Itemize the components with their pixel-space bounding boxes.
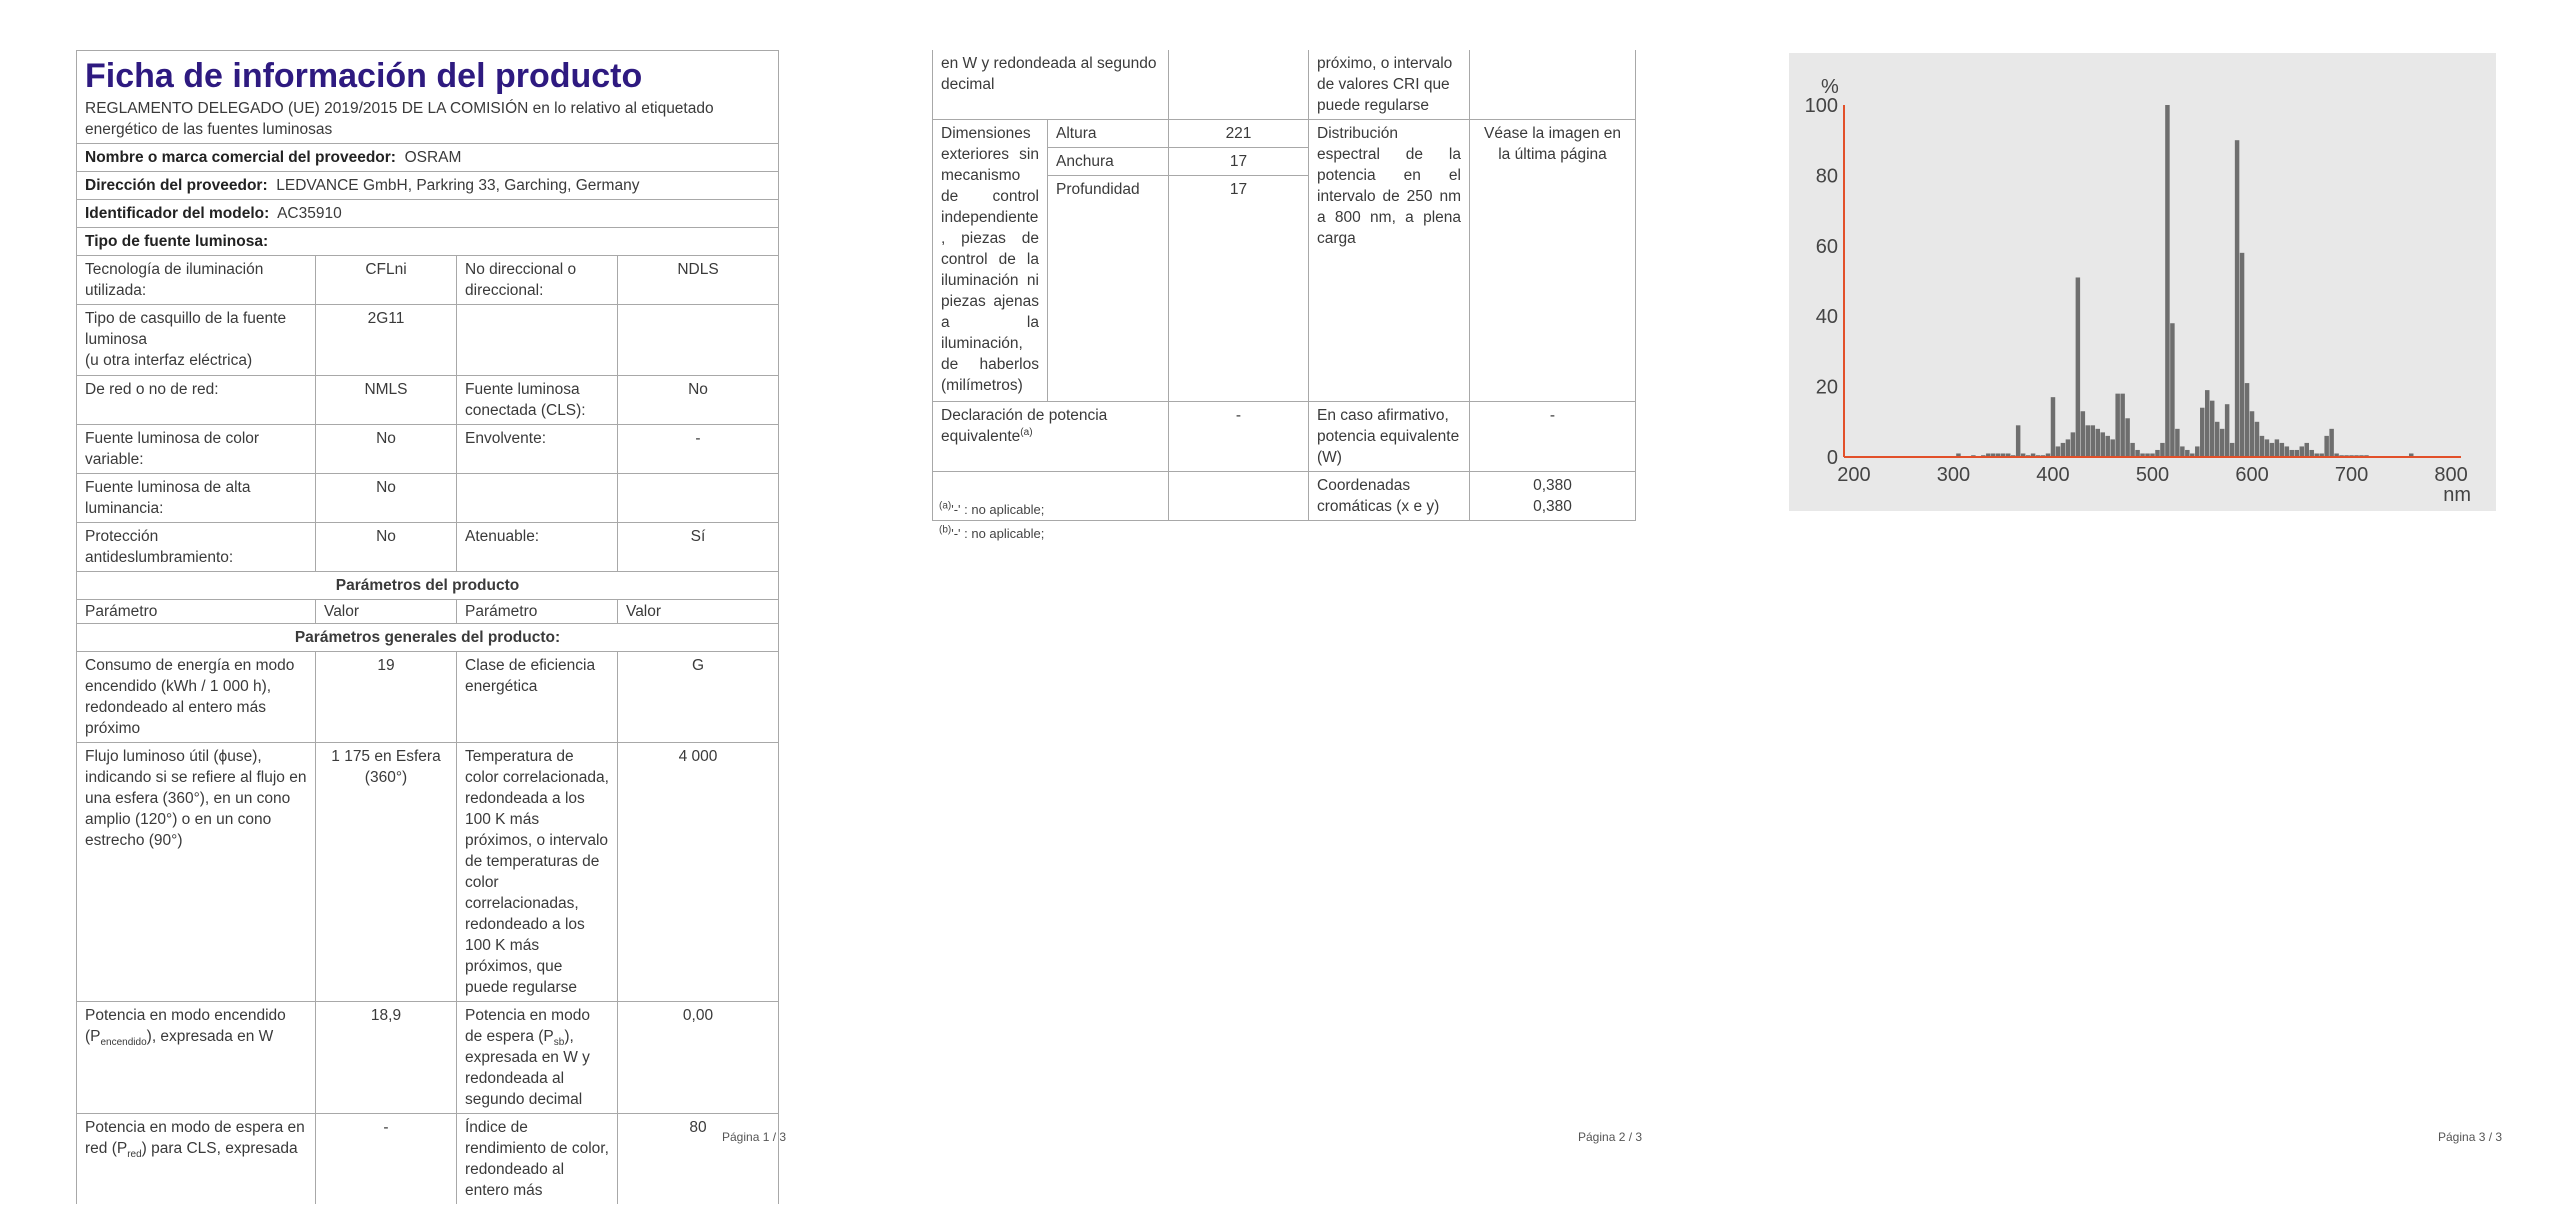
spectrum-bar (2165, 105, 2169, 457)
empty-cell (457, 305, 618, 376)
spectrum-bar (2300, 446, 2304, 457)
standby-power-label: Potencia en modo de espera $(P_{sb})$, expresada en W y redondeada al segundo decimal (457, 1002, 618, 1114)
directional-value: NDLS (618, 256, 779, 305)
spectrum-bar (2230, 443, 2234, 457)
x-axis-label: nm (2443, 484, 2471, 506)
page-2 (853, 0, 1706, 1207)
cap-label: Tipo de casquillo de la fuente luminosa (85, 310, 287, 348)
spectrum-bar (2240, 253, 2244, 457)
equivalent-power-declaration-label: Declaración de potencia equivalente$^{(a)}$ (933, 402, 1169, 472)
tech-label: Tecnología de iluminación utilizada: (77, 256, 316, 305)
address-label: Dirección del proveedor: (85, 177, 268, 194)
chromaticity-y: 0,380 (1533, 498, 1572, 515)
networked-standby-value: - (316, 1114, 457, 1205)
spectrum-bar (2076, 277, 2080, 457)
spectrum-bar (2250, 411, 2254, 457)
y-tick-label: 80 (1815, 165, 1838, 188)
cap-label-interface: (u otra interfaz eléctrica) (85, 352, 253, 369)
spectrum-bar (2160, 443, 2164, 457)
col-param-1: Parámetro (77, 600, 316, 624)
spectrum-bar (2056, 446, 2060, 457)
spectrum-bar (2290, 450, 2294, 457)
page-number-3: Página 3 / 3 (2438, 1130, 2503, 1144)
spectrum-bar (2115, 394, 2119, 457)
spectrum-bar (2071, 432, 2075, 457)
spectrum-bar (2285, 446, 2289, 457)
y-tick-label: 0 (1826, 447, 1838, 469)
spectrum-bar (2225, 404, 2229, 457)
spectrum-bar (2280, 443, 2284, 457)
empty-cell (618, 305, 779, 376)
supplier-value: OSRAM (404, 149, 462, 166)
spectrum-bar (2195, 446, 2199, 457)
spectrum-bar (2185, 450, 2189, 457)
cct-value: 4 000 (618, 743, 779, 1002)
continued-left: en W y redondeada al segundo decimal (933, 50, 1169, 120)
cap-label-cell (77, 305, 316, 376)
y-tick-label: 20 (1815, 376, 1838, 399)
spectrum-bar (2255, 422, 2259, 457)
depth-value: 17 (1169, 176, 1309, 402)
energy-label: Consumo de energía en modo encendido (kWh / 1 000 h), redondeado al entero más próximo (77, 652, 316, 743)
y-tick-label: 100 (1804, 95, 1838, 117)
empty-cell (1169, 50, 1309, 120)
type-row (77, 228, 779, 256)
product-info-table (76, 50, 779, 1204)
spectrum-bar (2324, 436, 2328, 457)
on-mode-power-label: Potencia en modo encendido $(P_{encendido})$, expresada en W (77, 1002, 316, 1114)
glare-label: Protección antideslumbramiento: (77, 523, 316, 572)
equivalent-power-label: En caso afirmativo, potencia equivalente (W) (1309, 402, 1470, 472)
efficiency-class-value: G (618, 652, 779, 743)
depth-label: Profundidad (1048, 176, 1169, 402)
dimmable-label: Atenuable: (457, 523, 618, 572)
regulation-text: REGLAMENTO DELEGADO (UE) 2019/2015 DE LA COMISIÓN en lo relativo al etiquetado energético de las fuentes luminosas (85, 100, 714, 138)
chromaticity-value (1470, 472, 1636, 521)
spectrum-bar (2101, 432, 2105, 457)
spectrum-bar (2135, 450, 2139, 457)
cri-value: 80 (618, 1114, 779, 1205)
params-header: Parámetros del producto (77, 572, 779, 600)
type-label: Tipo de fuente luminosa: (85, 233, 269, 250)
cap-value: 2G11 (316, 305, 457, 376)
supplier-row (77, 144, 779, 172)
mains-label: De red o no de red: (77, 376, 316, 425)
tunable-label: Fuente luminosa de color variable: (77, 425, 316, 474)
cls-label: Fuente luminosa conectada (CLS): (457, 376, 618, 425)
mains-value: NMLS (316, 376, 457, 425)
address-value: LEDVANCE GmbH, Parkring 33, Garching, Germany (276, 177, 640, 194)
footnote-b: $^{(b)}$'-' : no aplicable; (939, 524, 1045, 541)
spectrum-bar (2155, 450, 2159, 457)
width-value: 17 (1169, 148, 1309, 176)
directional-label: No direccional o direccional: (457, 256, 618, 305)
cct-label: Temperatura de color correlacionada, redondeada a los 100 K más próximos, o intervalo de temperaturas de color correlacionadas, redondeado a los 100 K más próximos, que puede regularse (457, 743, 618, 1002)
model-row (77, 200, 779, 228)
x-tick-label: 500 (2135, 464, 2170, 486)
dimensions-label: Dimensiones exteriores sin mecanismo de control independiente, piezas de control de la iluminación ni piezas ajenas a la iluminación, de haberlos (milímetros) (933, 120, 1048, 402)
tunable-value: No (316, 425, 457, 474)
x-tick-label: 300 (1936, 464, 1971, 486)
spectrum-bar (2110, 439, 2114, 457)
width-label: Anchura (1048, 148, 1169, 176)
empty-cell (1169, 472, 1309, 521)
networked-standby-label: Potencia en modo de espera en red $(P_{red})$ para CLS, expresada (77, 1114, 316, 1205)
high-luminance-value: No (316, 474, 457, 523)
efficiency-class-label: Clase de eficiencia energética (457, 652, 618, 743)
cri-label: Índice de rendimiento de color, redondeado al entero más (457, 1114, 618, 1205)
supplier-label: Nombre o marca comercial del proveedor: (85, 149, 396, 166)
y-tick-label: 40 (1815, 306, 1838, 329)
footnote-a: $^{(a)}$'-' : no aplicable; (939, 500, 1045, 517)
page-1 (0, 0, 853, 1207)
spectrum-bar (2016, 425, 2020, 457)
envelope-label: Envolvente: (457, 425, 618, 474)
tech-value: CFLni (316, 256, 457, 305)
model-value: AC35910 (277, 205, 342, 222)
spectrum-bar (2091, 425, 2095, 457)
spectrum-bar (2096, 429, 2100, 457)
spectrum-bar (2105, 436, 2109, 457)
equivalent-power-value: - (1470, 402, 1636, 472)
spectrum-bar (2305, 443, 2309, 457)
chromaticity-x: 0,380 (1533, 477, 1572, 494)
spectrum-bar (2329, 429, 2333, 457)
equivalent-power-declaration-value: - (1169, 402, 1309, 472)
x-tick-label: 700 (2334, 464, 2369, 486)
document-title: Ficha de información del producto (85, 57, 643, 95)
spectrum-bar (2175, 429, 2179, 457)
envelope-value: - (618, 425, 779, 474)
spectrum-bar (2265, 439, 2269, 457)
spectrum-bar (2170, 323, 2174, 457)
standby-subscript: sb (553, 1037, 565, 1049)
spectrum-bar (2125, 418, 2129, 457)
glare-value: No (316, 523, 457, 572)
product-info-table-continued (932, 50, 1636, 521)
networked-subscript: red (127, 1149, 142, 1161)
footnote-a-ref: (a) (1020, 426, 1033, 438)
flux-label: Flujo luminoso útil (ϕuse), indicando si se refiere al flujo en una esfera (360°), en un cono amplio (120°) o en un cono estrecho (90°) (77, 743, 316, 1002)
spectrum-bar (2295, 450, 2299, 457)
standby-power-value: 0,00 (618, 1002, 779, 1114)
page-number-2: Página 2 / 3 (1578, 1130, 1643, 1144)
spectrum-bar (2275, 439, 2279, 457)
header-cell (77, 51, 779, 144)
dimmable-value: Sí (618, 523, 779, 572)
x-tick-label: 800 (2434, 464, 2468, 486)
spectral-chart (1789, 53, 2496, 511)
empty-cell (1470, 50, 1636, 120)
chromaticity-label: Coordenadas cromáticas (x e y) (1309, 472, 1470, 521)
spectrum-bar (2066, 439, 2070, 457)
spectral-chart-svg (1789, 53, 2496, 511)
page-number-1: Página 1 / 3 (722, 1130, 787, 1144)
col-value-2: Valor (618, 600, 779, 624)
high-luminance-label: Fuente luminosa de alta luminancia: (77, 474, 316, 523)
x-tick-label: 200 (1837, 464, 1871, 486)
spectrum-bar (2120, 394, 2124, 457)
col-value-1: Valor (316, 600, 457, 624)
spectrum-bar (2270, 443, 2274, 457)
spectrum-bar (2245, 383, 2249, 457)
spectrum-bar (2220, 429, 2224, 457)
y-axis-label: % (1821, 76, 1839, 98)
spectrum-bar (2180, 446, 2184, 457)
energy-value: 19 (316, 652, 457, 743)
empty-cell (618, 474, 779, 523)
x-tick-label: 400 (2036, 464, 2070, 486)
spectrum-bar (2086, 425, 2090, 457)
on-mode-subscript: encendido (100, 1037, 147, 1049)
spectrum-bar (2130, 443, 2134, 457)
address-row (77, 172, 779, 200)
y-tick-label: 60 (1815, 235, 1838, 258)
general-params-header: Parámetros generales del producto: (77, 624, 779, 652)
spectrum-bar (2215, 422, 2219, 457)
spectral-distribution-label: Distribución espectral de la potencia en el intervalo de 250 nm a 800 nm, a plena carga (1309, 120, 1470, 402)
spectrum-bar (2205, 390, 2209, 457)
on-mode-power-value: 18,9 (316, 1002, 457, 1114)
x-tick-label: 600 (2235, 464, 2269, 486)
empty-cell (457, 474, 618, 523)
height-label: Altura (1048, 120, 1169, 148)
height-value: 221 (1169, 120, 1309, 148)
flux-value: 1 175 en Esfera (360°) (316, 743, 457, 1002)
model-label: Identificador del modelo: (85, 205, 270, 222)
spectrum-bar (2200, 408, 2204, 457)
spectrum-bar (2235, 140, 2239, 457)
spectrum-bar (2081, 411, 2085, 457)
spectrum-bar (2309, 450, 2313, 457)
col-param-2: Parámetro (457, 600, 618, 624)
continued-right: próximo, o intervalo de valores CRI que puede regularse (1309, 50, 1470, 120)
spectrum-bar (2061, 443, 2065, 457)
spectral-distribution-value: Véase la imagen en la última página (1470, 120, 1636, 402)
cls-value: No (618, 376, 779, 425)
spectrum-bar (2210, 401, 2214, 457)
spectrum-bar (2260, 436, 2264, 457)
spectrum-bar (2051, 397, 2055, 457)
